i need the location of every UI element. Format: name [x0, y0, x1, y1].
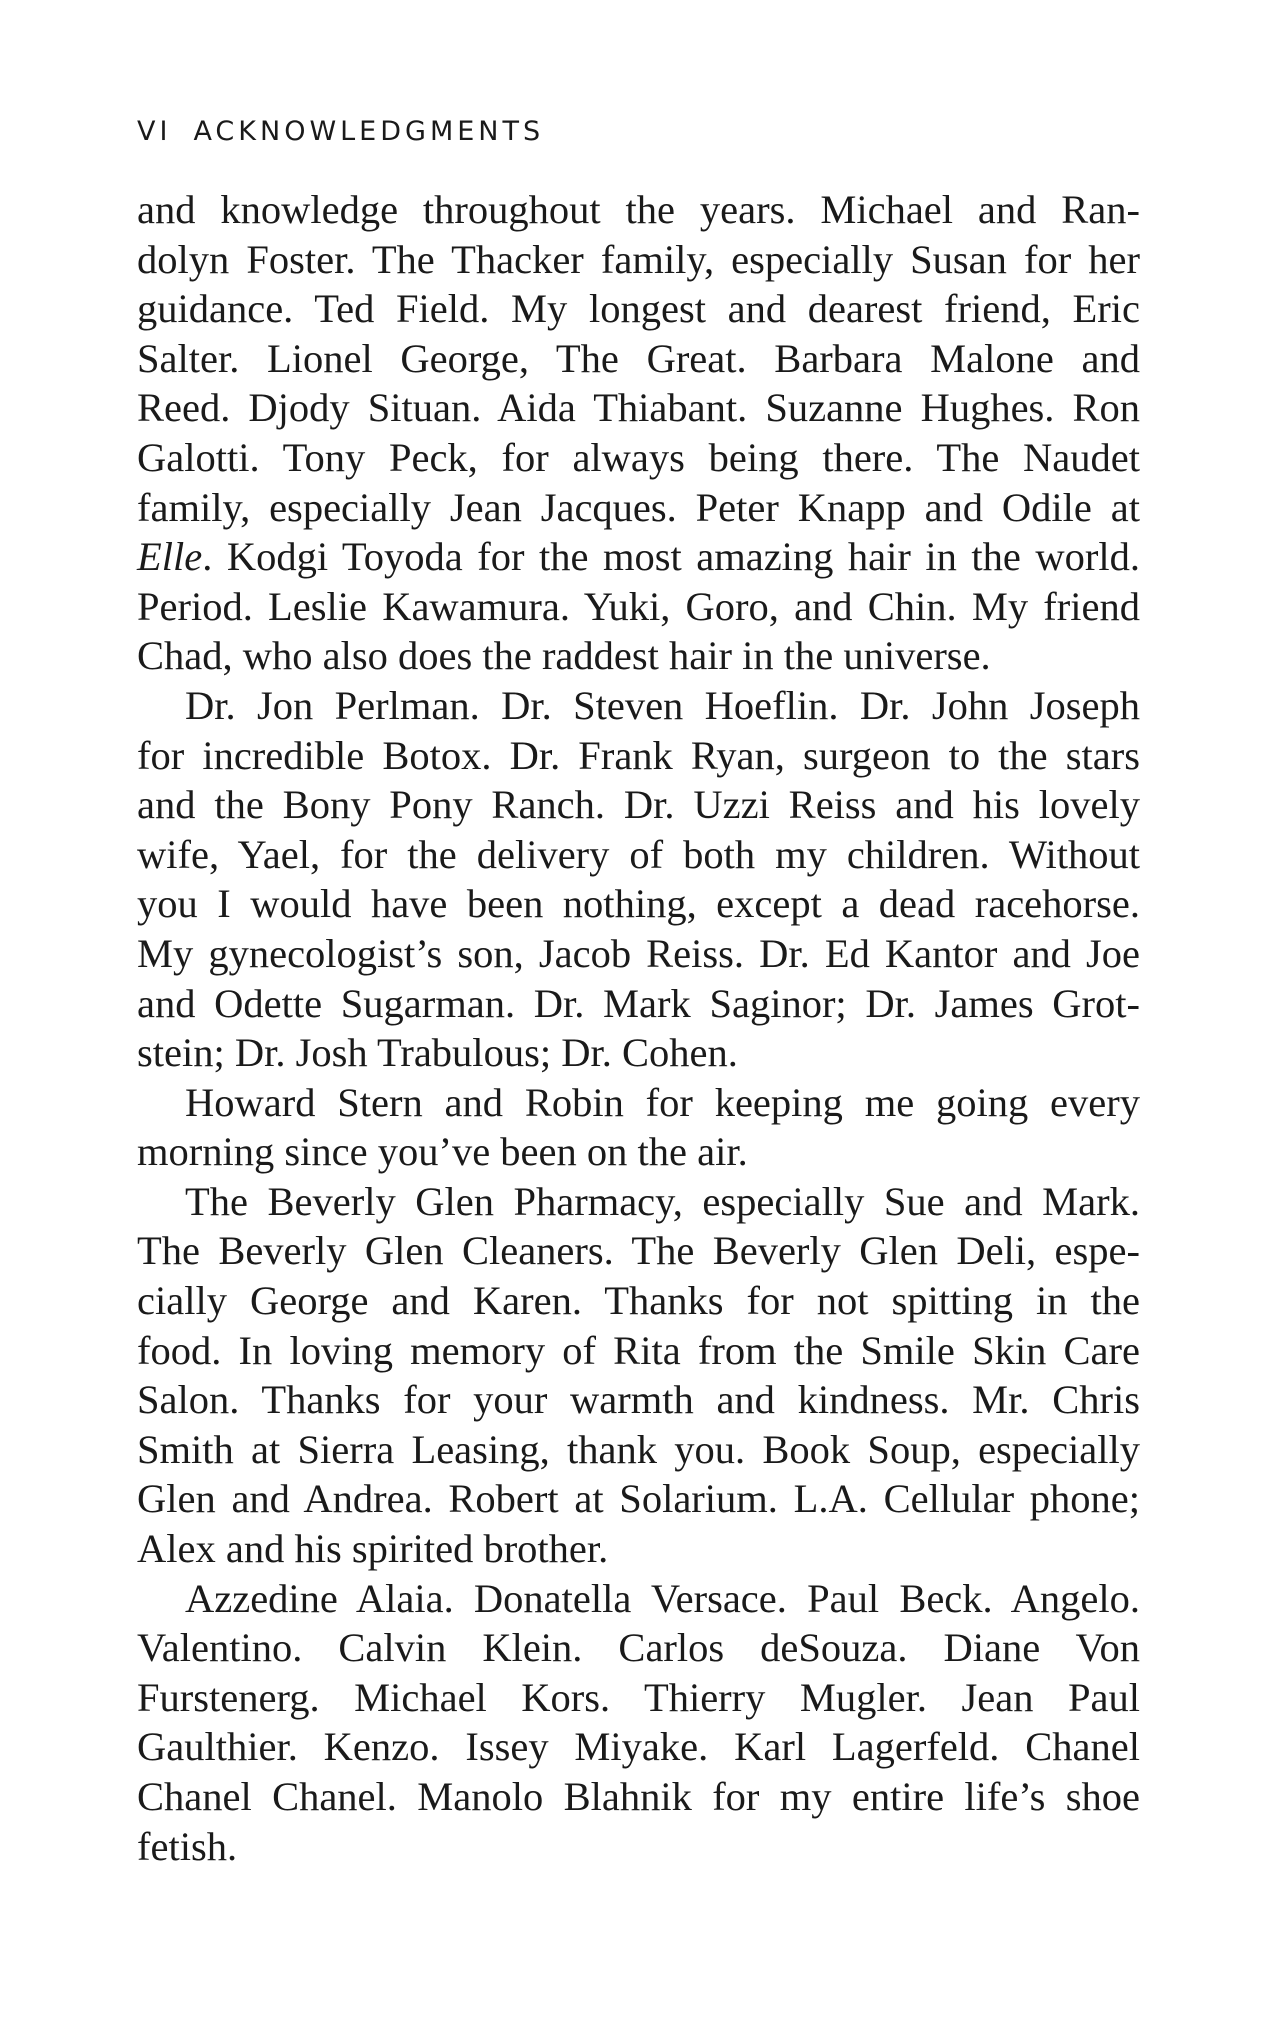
paragraph [137, 1574, 1140, 1872]
line-text: Howard Stern and Robin for keeping me going every [185, 1079, 1140, 1125]
line-text: and knowledge throughout the years. Michael and Ran- [137, 187, 1140, 232]
line-text: Chanel Chanel. Manolo Blahnik for my entire life’s shoe [137, 1774, 1140, 1819]
text-line [137, 1177, 1140, 1227]
line-text: Glen and Andrea. Robert at Solarium. L.A. Cellular phone; [137, 1476, 1140, 1522]
text-line [137, 731, 1140, 781]
line-text: family, especially Jean Jacques. Peter Knapp and Odile at [137, 484, 1140, 530]
text-line [137, 235, 1140, 285]
line-text: and the Bony Pony Ranch. Dr. Uzzi Reiss and his lovely [137, 782, 1140, 828]
running-head [137, 112, 1140, 152]
line-text: wife, Yael, for the delivery of both my children. Without [137, 831, 1140, 877]
text-line [137, 383, 1140, 433]
text-line [137, 334, 1140, 384]
page-number: VI [137, 116, 172, 147]
line-text: Azzedine Alaia. Donatella Versace. Paul Beck. Angelo. [185, 1575, 1140, 1621]
paragraph [137, 185, 1140, 681]
text-line [137, 582, 1140, 632]
text-line [137, 1028, 1140, 1078]
line-text: Reed. Djody Situan. Aida Thiabant. Suzanne Hughes. Ron [137, 385, 1140, 431]
line-text: Alex and his spirited brother. [137, 1526, 609, 1572]
text-line [137, 929, 1140, 979]
line-text: My gynecologist’s son, Jacob Reiss. Dr. Ed Kantor and Joe [137, 930, 1140, 976]
text-line [137, 1425, 1140, 1475]
line-text: Furstenerg. Michael Kors. Thierry Mugler. Jean Paul [137, 1674, 1140, 1720]
text-line [137, 1673, 1140, 1723]
text-line [137, 1226, 1140, 1276]
text-line [137, 1326, 1140, 1376]
line-text: for incredible Botox. Dr. Frank Ryan, surgeon to the stars [137, 732, 1140, 778]
text-line [137, 1474, 1140, 1524]
paragraph [137, 1078, 1140, 1177]
line-text: The Beverly Glen Cleaners. The Beverly Glen Deli, espe- [137, 1228, 1140, 1274]
text-line [137, 1722, 1140, 1772]
line-text: Salon. Thanks for your warmth and kindness. Mr. Chris [137, 1377, 1140, 1423]
text-line [137, 1822, 1140, 1872]
text-line [137, 1127, 1140, 1177]
line-text: dolyn Foster. The Thacker family, especially Susan for her [137, 236, 1140, 282]
line-text: food. In loving memory of Rita from the Smile Skin Care [137, 1327, 1140, 1373]
text-line [137, 681, 1140, 731]
text-line [137, 284, 1140, 334]
text-line [137, 532, 1140, 582]
text-line [137, 1276, 1140, 1326]
text-line [137, 631, 1140, 681]
line-text: fetish. [137, 1823, 238, 1869]
text-line [137, 185, 1140, 235]
line-text: morning since you’ve been on the air. [137, 1129, 748, 1175]
book-page [137, 112, 1140, 1871]
text-line [137, 1375, 1140, 1425]
text-line [137, 1574, 1140, 1624]
text-line [137, 979, 1140, 1029]
chapter-title: ACKNOWLEDGMENTS [193, 116, 545, 147]
line-text: Galotti. Tony Peck, for always being there. The Naudet [137, 434, 1140, 480]
italic-title: Elle [137, 534, 203, 580]
line-text: . Kodgi Toyoda for the most amazing hair in the world. [202, 534, 1140, 580]
line-text: The Beverly Glen Pharmacy, especially Sue and Mark. [185, 1178, 1140, 1224]
text-line [137, 879, 1140, 929]
line-text: Period. Leslie Kawamura. Yuki, Goro, and Chin. My friend [137, 583, 1140, 629]
line-text: Valentino. Calvin Klein. Carlos deSouza. Diane Von [137, 1625, 1140, 1671]
text-line [137, 1623, 1140, 1673]
line-text: Smith at Sierra Leasing, thank you. Book Soup, especially [137, 1426, 1140, 1472]
line-text: you I would have been nothing, except a dead racehorse. [137, 881, 1140, 927]
text-line [137, 830, 1140, 880]
paragraph [137, 1177, 1140, 1574]
line-text: Salter. Lionel George, The Great. Barbara Malone and [137, 335, 1140, 381]
line-text: guidance. Ted Field. My longest and dearest friend, Eric [137, 286, 1140, 332]
line-text: Gaulthier. Kenzo. Issey Miyake. Karl Lagerfeld. Chanel [137, 1724, 1140, 1770]
line-text: Dr. Jon Perlman. Dr. Steven Hoeflin. Dr. John Joseph [185, 682, 1140, 728]
text-line [137, 483, 1140, 533]
body-text [137, 185, 1140, 1871]
text-line [137, 1524, 1140, 1574]
line-text: stein; Dr. Josh Trabulous; Dr. Cohen. [137, 1030, 738, 1076]
text-line [137, 780, 1140, 830]
line-text: Chad, who also does the raddest hair in the universe. [137, 633, 991, 679]
line-text: and Odette Sugarman. Dr. Mark Saginor; Dr. James Grot- [137, 980, 1140, 1026]
text-line [137, 1772, 1140, 1822]
line-text: cially George and Karen. Thanks for not spitting in the [137, 1278, 1140, 1324]
text-line [137, 1078, 1140, 1128]
text-line [137, 433, 1140, 483]
paragraph [137, 681, 1140, 1078]
